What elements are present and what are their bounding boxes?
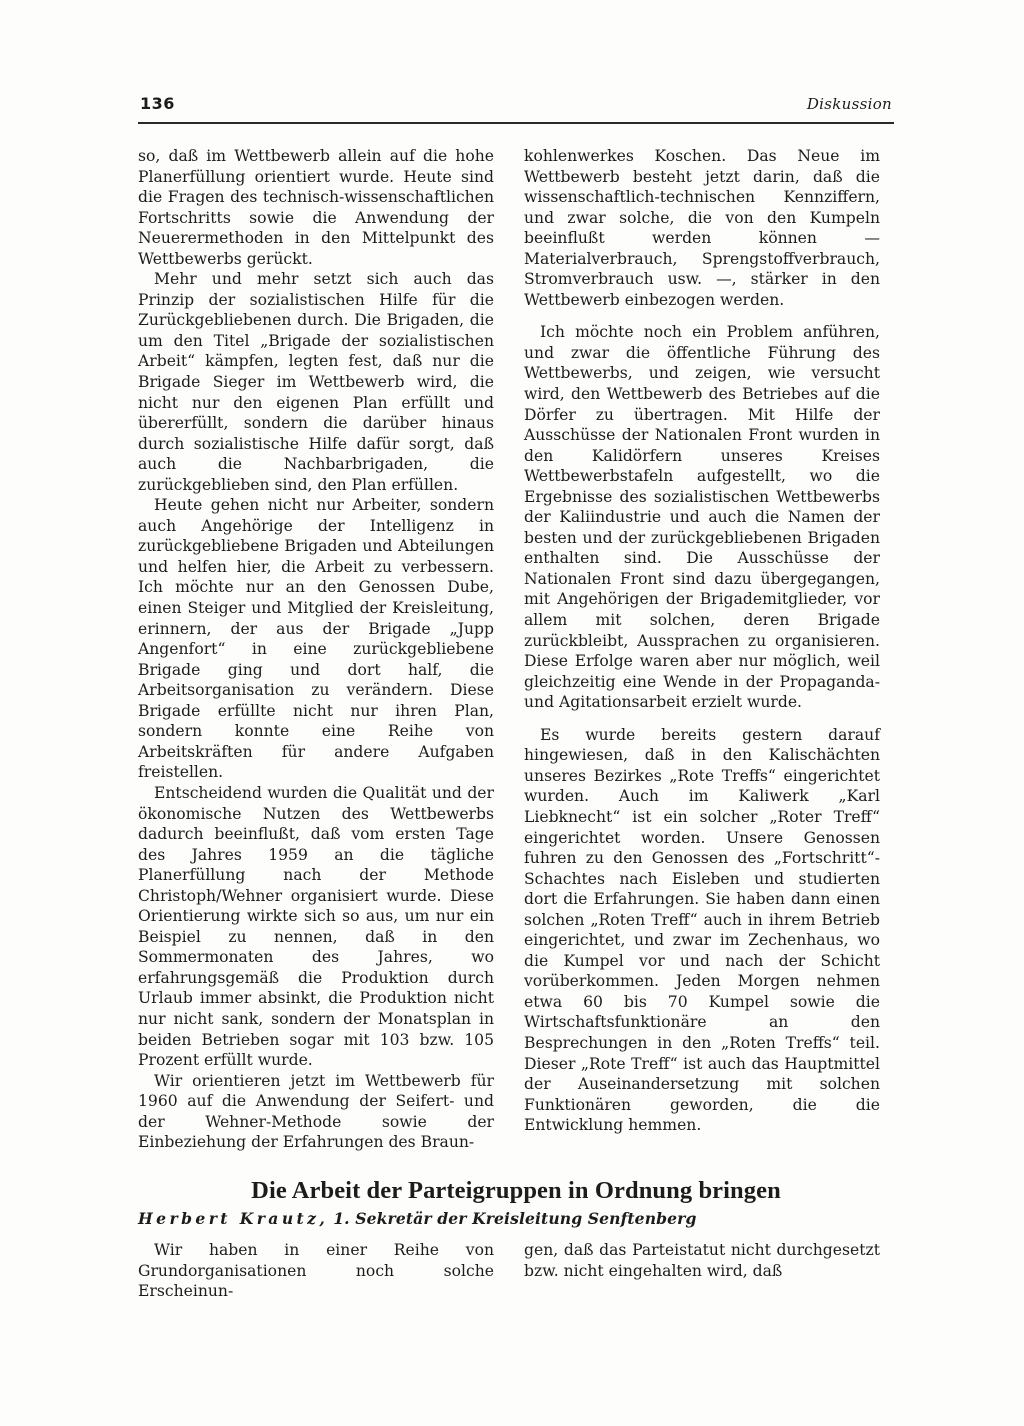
paragraph: Mehr und mehr setzt sich auch das Prinzip der sozialistischen Hilfe für die Zurückgebliebenen durch. Die Brigaden, die um den Titel „Brigade der sozialistischen Arbeit“ kämpfen, legten fest, daß nur die Brigade Sieger im Wettbewerb wird, die nicht nur den eigenen Plan erfüllt und übererfüllt, sondern die darüber hinaus durch sozialistische Hilfe dafür sorgt, daß auch die Nachbarbrigaden, die zurückgeblieben sind, den Plan erfüllen. [138, 270, 494, 494]
paragraph: Heute gehen nicht nur Arbeiter, sondern auch Angehörige der Intelligenz in zurückgebliebene Brigaden und Abteilungen und helfen hier, die Arbeit zu verbessern. Ich möchte nur an den Genossen Dube, einen Steiger und Mitglied der Kreisleitung, erinnern, der aus der Brigade „Jupp Angenfort“ in eine zurückgebliebene Brigade ging und dort half, die Arbeitsorganisation zu verändern. Diese Brigade erfüllte nicht nur ihren Plan, sondern konnte eine Reihe von Arbeitskräften für andere Aufgaben freistellen. [138, 496, 494, 782]
page-header [138, 92, 894, 124]
paragraph: Es wurde bereits gestern darauf hingewiesen, daß in den Kalischächten unseres Bezirkes „Rote Treffs“ eingerichtet wurden. Auch im Kaliwerk „Karl Liebknecht“ ist ein solcher „Roter Treff“ eingerichtet worden. Unsere Genossen fuhren zu den Genossen des „Fortschritt“-Schachtes nach Eisleben und studierten dort die Erfahrungen. Sie haben dann einen solchen „Roten Treff“ auch in ihrem Betrieb eingerichtet, und zwar im Zechenhaus, wo die Kumpel vor und nach der Schicht vorüberkommen. Jeden Morgen nehmen etwa 60 bis 70 Kumpel sowie die Wirtschaftsfunktionäre an den Besprechungen in den „Roten Treffs“ teil. Dieser „Rote Treff“ ist auch das Hauptmittel der Auseinandersetzung mit solchen Funktionären geworden, die die Entwicklung hemmen. [524, 725, 880, 1135]
article-title: Die Arbeit der Parteigruppen in Ordnung bringen [251, 1177, 781, 1204]
paragraph: Wir haben in einer Reihe von Grundorganisationen noch solche Erscheinun- [138, 1241, 494, 1301]
paragraph: Ich möchte noch ein Problem anführen, und zwar die öffentliche Führung des Wettbewerbs, und zeigen, wie versucht wird, den Wettbewerb des Betriebes auf die Dörfer zu übertragen. Mit Hilfe der Ausschüsse der Nationalen Front wurden in den Kalidörfern unseres Kreises Wettbewerbstafeln aufgestellt, wo die Ergebnisse des sozialistischen Wettbewerbs der Kaliindustrie und auch die Namen der besten und der zurückgebliebenen Brigaden enthalten sind. Die Ausschüsse der Nationalen Front sind dazu übergegangen, mit Angehörigen der Brigademitglieder, vor allem mit solchen, deren Brigade zurückbleibt, Aussprachen zu organisieren. Diese Erfolge waren aber nur möglich, weil gleichzeitig eine Wende in der Propaganda- und Agitationsarbeit erzielt wurde. [524, 323, 880, 712]
author-role: 1. Sekretär der Kreisleitung Senftenberg [333, 1209, 697, 1228]
right-column [524, 146, 880, 1136]
running-head: Diskussion [806, 95, 892, 113]
paragraph: so, daß im Wettbewerb allein auf die hohe Planerfüllung orientiert wurde. Heute sind die Fragen des technisch-wissenschaftlichen Fortschritts sowie die Anwendung der Neuerermethoden in den Mittelpunkt des Wettbewerbs gerückt. [138, 147, 494, 268]
paragraph: Wir orientieren jetzt im Wettbewerb für 1960 auf die Anwendung der Seifert- und der Wehner-Methode sowie der Einbeziehung der Erfahrungen des Braun- [138, 1071, 494, 1152]
page-number: 136 [140, 94, 175, 113]
author-name: Herbert Krautz, [138, 1209, 329, 1228]
article-left-column [138, 1240, 494, 1302]
body-columns [138, 146, 894, 1156]
article-body [138, 1240, 894, 1301]
author-line [138, 1209, 894, 1228]
paragraph: gen, daß das Parteistatut nicht durchgesetzt bzw. nicht eingehalten wird, daß [524, 1241, 880, 1280]
article-right-column [524, 1240, 880, 1281]
left-column [138, 146, 494, 1153]
paragraph: kohlenwerkes Koschen. Das Neue im Wettbewerb besteht jetzt darin, daß die wissenschaftlich-technischen Kennziffern, und zwar solche, die von den Kumpeln beeinflußt werden können — Materialverbrauch, Sprengstoffverbrauch, Stromverbrauch usw. —, stärker in den Wettbewerb einbezogen werden. [524, 147, 880, 309]
paragraph: Entscheidend wurden die Qualität und der ökonomische Nutzen des Wettbewerbs dadurch beeinflußt, daß vom ersten Tage des Jahres 1959 an die tägliche Planerfüllung nach der Methode Christoph/Wehner organisiert wurde. Diese Orientierung wirkte sich so aus, um nur ein Beispiel zu nennen, daß in den Sommermonaten des Jahres, wo erfahrungsgemäß die Produktion durch Urlaub immer absinkt, die Produktion nicht nur nicht sank, sondern der Monatsplan in beiden Betrieben sogar mit 103 bzw. 105 Prozent erfüllt wurde. [138, 783, 494, 1070]
